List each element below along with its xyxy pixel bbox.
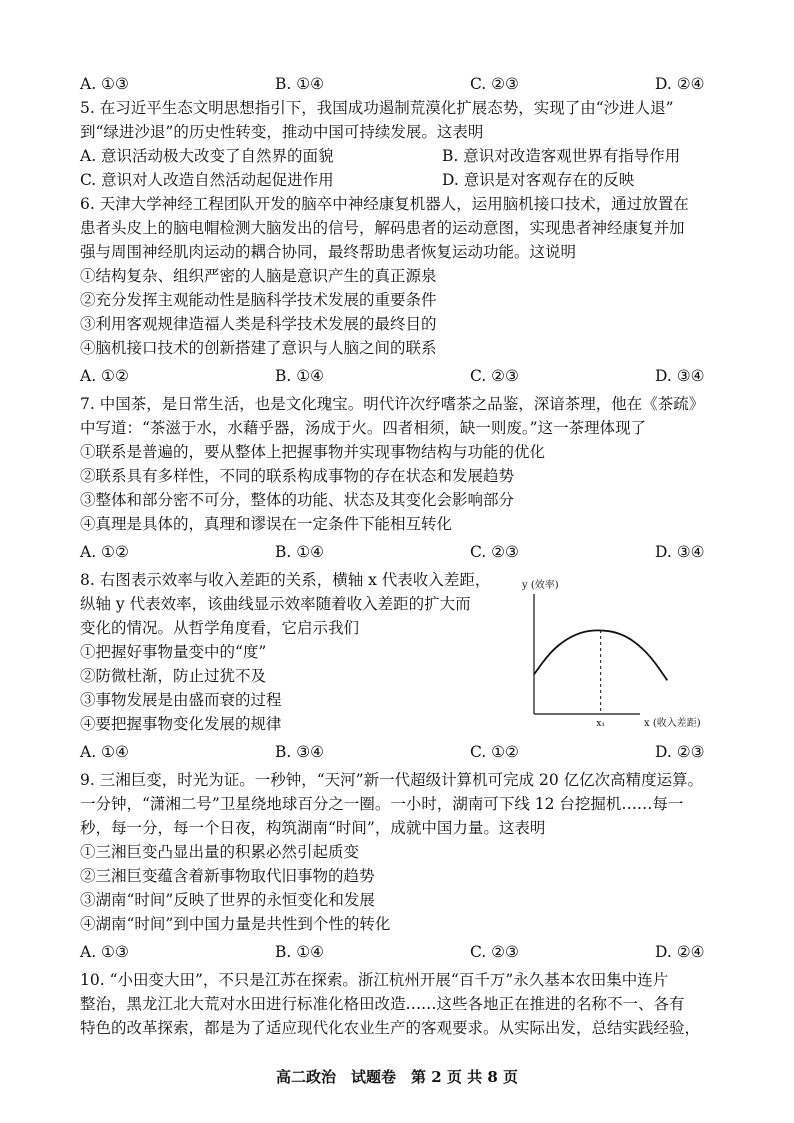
q8-option-b[interactable]: B. ③④ (275, 743, 325, 761)
q6-stem-line1: 6. 天津大学神经工程团队开发的脑卒中神经康复机器人，运用脑机接口技术，通过放置在 (80, 195, 689, 213)
q6-option-d[interactable]: D. ③④ (655, 367, 705, 385)
q6-option-b[interactable]: B. ①④ (275, 367, 325, 385)
q9-option-a[interactable]: A. ①③ (80, 943, 129, 961)
chart-y-axis-label: y (效率) (522, 580, 559, 591)
q9-stem-line1: 9. 三湘巨变，时光为证。一秒钟，“天河”新一代超级计算机可完成 20 亿亿次高精度运算。 (80, 771, 704, 789)
q7-statement-3: ③整体和部分密不可分，整体的功能、状态及其变化会影响部分 (80, 491, 515, 509)
q10-stem-line2: 整治，黑龙江北大荒对水田进行标准化格田改造……这些各地正在推进的名称不一、各有 (80, 995, 685, 1013)
q8-statement-4: ④要把握事物变化发展的规律 (80, 715, 282, 733)
q5-option-a[interactable]: A. 意识活动极大改变了自然界的面貌 (80, 147, 334, 165)
q6-option-a[interactable]: A. ①② (80, 367, 129, 385)
q7-option-d[interactable]: D. ③④ (655, 543, 705, 561)
q9-statement-2: ②三湘巨变蕴含着新事物取代旧事物的趋势 (80, 867, 375, 885)
q7-statement-2: ②联系具有多样性，不同的联系构成事物的存在状态和发展趋势 (80, 467, 515, 485)
q9-stem-line2: 一分钟，“潇湘二号”卫星绕地球百分之一圈。一小时，湖南可下线 12 台挖掘机……每一 (80, 795, 684, 813)
q9-option-d[interactable]: D. ②④ (655, 943, 705, 961)
q6-statement-1: ①结构复杂、组织严密的人脑是意识产生的真正源泉 (80, 267, 437, 285)
q8-options (80, 740, 720, 764)
q7-statement-1: ①联系是普遍的，要从整体上把握事物并实现事物结构与功能的优化 (80, 443, 546, 461)
efficiency-income-gap-chart (520, 576, 720, 736)
q6-stem-line2: 患者头皮上的脑电帽检测大脑发出的信号，解码患者的运动意图，实现患者神经康复并加 (80, 219, 685, 237)
q6-statement-2: ②充分发挥主观能动性是脑科学技术发展的重要条件 (80, 291, 437, 309)
q8-option-d[interactable]: D. ②③ (655, 743, 705, 761)
q6-option-c[interactable]: C. ②③ (470, 367, 519, 385)
q10-stem-line3: 特色的改革探索，都是为了适应现代化农业生产的客观要求。从实际出发，总结实践经验， (80, 1019, 701, 1037)
q8-statement-1: ①把握好事物量变中的“度” (80, 643, 267, 661)
q8-stem-line1: 8. 右图表示效率与收入差距的关系，横轴 x 代表收入差距， (80, 571, 491, 589)
page-footer: 高二政治 试题卷 第 2 页 共 8 页 (276, 1068, 518, 1086)
q8-stem-line2: 纵轴 y 代表效率，该曲线显示效率随着收入差距的扩大而 (80, 595, 471, 613)
q8-option-c[interactable]: C. ①② (470, 743, 519, 761)
q7-options (80, 540, 720, 564)
q10-stem-line1: 10. “小田变大田”，不只是江苏在探索。浙江杭州开展“百千万”永久基本农田集中连片 (80, 971, 669, 989)
q5-option-b[interactable]: B. 意识对改造客观世界有指导作用 (442, 147, 681, 165)
q6-options (80, 364, 720, 388)
q9-options (80, 940, 720, 964)
q6-stem-line3: 强与周围神经肌肉运动的耦合协同，最终帮助患者恢复运动功能。这说明 (80, 243, 577, 261)
q7-statement-4: ④真理是具体的，真理和谬误在一定条件下能相互转化 (80, 515, 453, 533)
chart-x1-label: x₁ (596, 719, 606, 729)
q7-stem-line2: 中写道：“茶滋于水，水藉乎器，汤成于火。四者相须，缺一则废。”这一茶理体现了 (80, 419, 647, 437)
q4-option-d[interactable]: D. ②④ (655, 75, 705, 93)
q8-option-a[interactable]: A. ①④ (80, 743, 129, 761)
q9-option-b[interactable]: B. ①④ (275, 943, 325, 961)
q4-option-b[interactable]: B. ①④ (275, 75, 325, 93)
q5-stem-line1: 5. 在习近平生态文明思想指引下，我国成功遏制荒漠化扩展态势，实现了由“沙进人退” (80, 99, 674, 117)
q9-option-c[interactable]: C. ②③ (470, 943, 519, 961)
q5-option-d[interactable]: D. 意识是对客观存在的反映 (442, 171, 635, 189)
q4-option-c[interactable]: C. ②③ (470, 75, 519, 93)
q7-option-a[interactable]: A. ①② (80, 543, 129, 561)
q9-stem-line3: 秒，每一分，每一个日夜，构筑湖南“时间”，成就中国力量。这表明 (80, 819, 546, 837)
q8-statement-3: ③事物发展是由盛而衰的过程 (80, 691, 282, 709)
q7-stem-line1: 7. 中国茶，是日常生活，也是文化瑰宝。明代许次纾嗜茶之品鉴，深谙茶理，他在《茶疏》 (80, 395, 705, 413)
q9-statement-4: ④湖南“时间”到中国力量是共性到个性的转化 (80, 915, 391, 933)
q6-statement-3: ③利用客观规律造福人类是科学技术发展的最终目的 (80, 315, 437, 333)
q5-stem-line2: 到“绿进沙退”的历史性转变，推动中国可持续发展。这表明 (80, 123, 484, 141)
chart-x-axis-label: x (收入差距) (644, 718, 701, 729)
q5-options-row2 (80, 168, 720, 192)
q4-option-a[interactable]: A. ①③ (80, 75, 129, 93)
q4-options (80, 72, 720, 96)
q9-statement-1: ①三湘巨变凸显出量的积累必然引起质变 (80, 843, 360, 861)
q7-option-b[interactable]: B. ①④ (275, 543, 325, 561)
q8-statement-2: ②防微杜渐，防止过犹不及 (80, 667, 267, 685)
q7-option-c[interactable]: C. ②③ (470, 543, 519, 561)
q6-statement-4: ④脑机接口技术的创新搭建了意识与人脑之间的联系 (80, 339, 437, 357)
q8-stem-line3: 变化的情况。从哲学角度看，它启示我们 (80, 619, 360, 637)
q9-statement-3: ③湖南“时间”反映了世界的永恒变化和发展 (80, 891, 375, 909)
q5-options-row1 (80, 144, 720, 168)
q5-option-c[interactable]: C. 意识对人改造自然活动起促进作用 (80, 171, 334, 189)
